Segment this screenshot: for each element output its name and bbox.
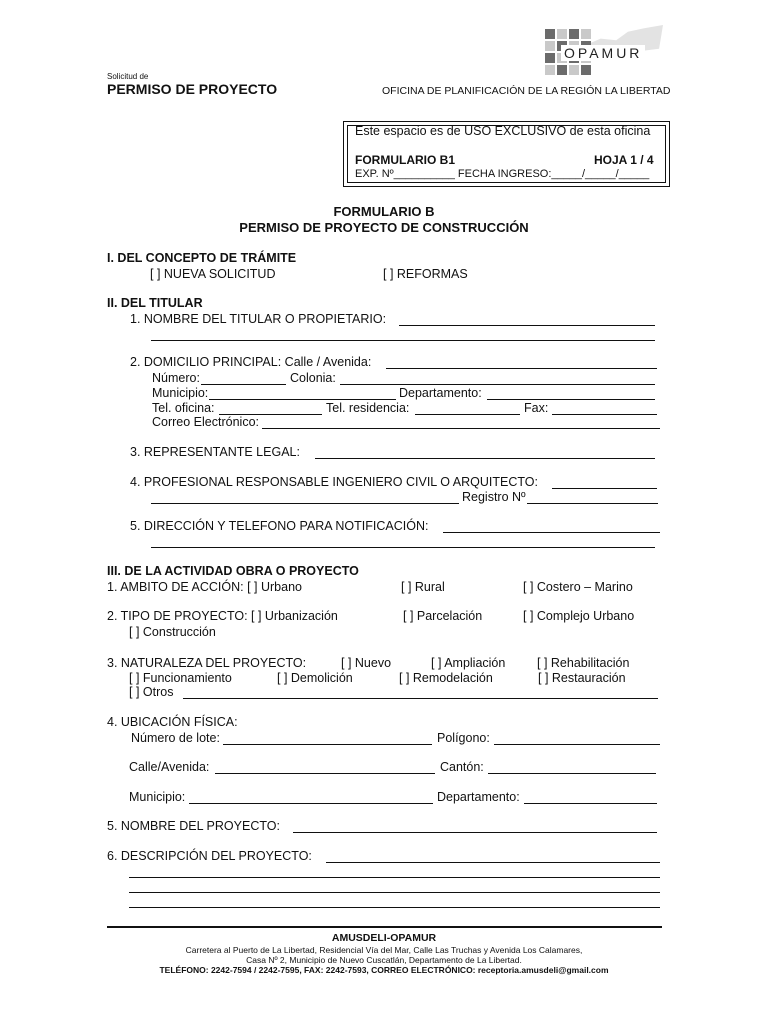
- footer-divider: [107, 926, 662, 928]
- nature-new-checkbox[interactable]: [ ] Nuevo: [341, 656, 392, 670]
- footer-address-1: Carretera al Puerto de La Libertad, Residencial Vía del Mar, Calle Las Truchas y Avenida Los Calamares,: [185, 945, 583, 955]
- nature-rehab-checkbox[interactable]: [ ] Rehabilitación: [537, 656, 630, 670]
- polygon-field[interactable]: [494, 744, 660, 745]
- owner-name-field[interactable]: [399, 325, 655, 326]
- fax-label: Fax:: [524, 401, 549, 415]
- nature-remodel-checkbox[interactable]: [ ] Remodelación: [399, 671, 493, 685]
- street-avenue-field[interactable]: [215, 773, 435, 774]
- section-1-heading: I. DEL CONCEPTO DE TRÁMITE: [107, 251, 297, 265]
- opamur-logo: [545, 25, 663, 85]
- municipality-label: Municipio:: [152, 386, 209, 400]
- project-name-field[interactable]: [293, 832, 657, 833]
- sheet-number: HOJA 1 / 4: [594, 153, 654, 167]
- footer-contact: TELÉFONO: 2242-7594 / 2242-7595, FAX: 2242-7593, CORREO ELECTRÓNICO: receptoria.amusdeli@gmail.com: [159, 965, 609, 975]
- project-department-label: Departamento:: [437, 790, 520, 804]
- number-label: Número:: [152, 371, 200, 385]
- colony-field[interactable]: [340, 384, 655, 385]
- street-avenue-label: Calle/Avenida:: [129, 760, 210, 774]
- professional-field[interactable]: [552, 488, 657, 489]
- fax-field[interactable]: [552, 414, 657, 415]
- notification-label: 5. DIRECCIÓN Y TELEFONO PARA NOTIFICACIÓN:: [130, 519, 429, 533]
- department-field[interactable]: [487, 399, 655, 400]
- expedient-line: EXP. Nº__________ FECHA INGRESO:_____/_____/_____: [355, 168, 650, 180]
- owner-name-field-2[interactable]: [151, 340, 655, 341]
- address-label: 2. DOMICILIO PRINCIPAL: Calle / Avenida:: [130, 355, 372, 369]
- lot-number-label: Número de lote:: [131, 731, 220, 745]
- project-municipality-label: Municipio:: [129, 790, 186, 804]
- legal-rep-label: 3. REPRESENTANTE LEGAL:: [130, 445, 300, 459]
- project-description-label: 6. DESCRIPCIÓN DEL PROYECTO:: [107, 849, 312, 863]
- other-field[interactable]: [183, 698, 658, 699]
- nature-operation-checkbox[interactable]: [ ] Funcionamiento: [129, 671, 232, 685]
- type-urbanization-checkbox[interactable]: 2. TIPO DE PROYECTO: [ ] Urbanización: [107, 609, 338, 623]
- form-subtitle: PERMISO DE PROYECTO DE CONSTRUCCIÓN: [239, 220, 529, 235]
- nature-expansion-checkbox[interactable]: [ ] Ampliación: [431, 656, 506, 670]
- legal-rep-field[interactable]: [315, 458, 655, 459]
- page-title: PERMISO DE PROYECTO: [107, 81, 278, 97]
- scope-coastal-checkbox[interactable]: [ ] Costero – Marino: [523, 580, 633, 594]
- street-field[interactable]: [386, 368, 657, 369]
- scope-urban-checkbox[interactable]: 1. AMBITO DE ACCIÓN: [ ] Urbano: [107, 580, 302, 594]
- form-code: FORMULARIO B1: [355, 153, 455, 167]
- checkbox-new-request[interactable]: [ ] NUEVA SOLICITUD: [150, 267, 276, 281]
- notification-field-2[interactable]: [151, 547, 655, 548]
- registry-field[interactable]: [527, 503, 658, 504]
- notification-field[interactable]: [443, 532, 660, 533]
- project-department-field[interactable]: [524, 803, 657, 804]
- exclusive-use-note: Este espacio es de USO EXCLUSIVO de esta oficina: [355, 124, 651, 138]
- polygon-label: Polígono:: [437, 731, 490, 745]
- canton-field[interactable]: [488, 773, 656, 774]
- project-municipality-field[interactable]: [189, 803, 433, 804]
- nature-demolition-checkbox[interactable]: [ ] Demolición: [277, 671, 353, 685]
- section-2-heading: II. DEL TITULAR: [107, 296, 203, 310]
- location-label: 4. UBICACIÓN FÍSICA:: [107, 715, 238, 729]
- office-name: OFICINA DE PLANIFICACIÓN DE LA REGIÓN LA LIBERTAD: [382, 85, 671, 97]
- type-complex-checkbox[interactable]: [ ] Complejo Urbano: [523, 609, 635, 623]
- email-field[interactable]: [262, 428, 660, 429]
- description-field-1[interactable]: [326, 862, 660, 863]
- description-field-2[interactable]: [129, 877, 660, 878]
- municipality-field[interactable]: [209, 399, 396, 400]
- registry-label: Registro Nº: [462, 490, 526, 504]
- number-field[interactable]: [201, 384, 286, 385]
- header-small-label: Solicitud de: [107, 72, 149, 81]
- home-phone-label: Tel. residencia:: [326, 401, 410, 415]
- section-3-heading: III. DE LA ACTIVIDAD OBRA O PROYECTO: [107, 564, 359, 578]
- office-phone-label: Tel. oficina:: [152, 401, 215, 415]
- owner-name-label: 1. NOMBRE DEL TITULAR O PROPIETARIO:: [130, 312, 387, 326]
- footer-org: AMUSDELI-OPAMUR: [331, 932, 437, 944]
- description-field-4[interactable]: [129, 907, 660, 908]
- email-label: Correo Electrónico:: [152, 415, 259, 429]
- form-title: FORMULARIO B: [333, 204, 435, 219]
- nature-other-checkbox[interactable]: [ ] Otros: [129, 685, 174, 699]
- home-phone-field[interactable]: [415, 414, 520, 415]
- nature-label: 3. NATURALEZA DEL PROYECTO:: [107, 656, 307, 670]
- project-name-label: 5. NOMBRE DEL PROYECTO:: [107, 819, 280, 833]
- lot-number-field[interactable]: [223, 744, 432, 745]
- logo-text: OPAMUR: [561, 45, 645, 61]
- scope-rural-checkbox[interactable]: [ ] Rural: [401, 580, 445, 594]
- department-label: Departamento:: [399, 386, 482, 400]
- checkbox-reforms[interactable]: [ ] REFORMAS: [383, 267, 468, 281]
- footer-address-2: Casa Nº 2, Municipio de Nuevo Cuscatlán, Departamento de La Libertad.: [246, 955, 522, 965]
- description-field-3[interactable]: [129, 892, 660, 893]
- type-parcel-checkbox[interactable]: [ ] Parcelación: [403, 609, 483, 623]
- canton-label: Cantón:: [440, 760, 484, 774]
- colony-label: Colonia:: [290, 371, 336, 385]
- nature-restoration-checkbox[interactable]: [ ] Restauración: [538, 671, 626, 685]
- professional-field-2[interactable]: [151, 503, 459, 504]
- professional-label: 4. PROFESIONAL RESPONSABLE INGENIERO CIVIL O ARQUITECTO:: [130, 475, 538, 489]
- type-construction-checkbox[interactable]: [ ] Construcción: [129, 625, 216, 639]
